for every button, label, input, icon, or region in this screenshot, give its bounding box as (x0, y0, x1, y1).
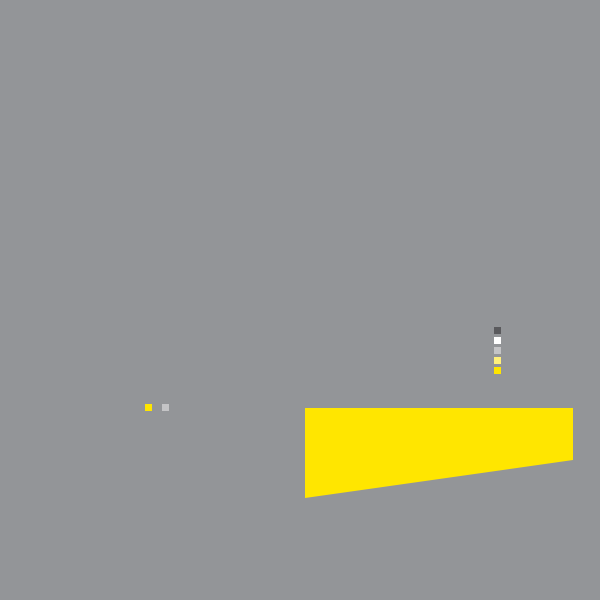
legend-item (494, 365, 505, 375)
legend-swatch (494, 357, 501, 364)
legend-item (494, 335, 505, 345)
legend-item (494, 325, 505, 335)
legend-item (494, 355, 505, 365)
legend-swatch (494, 367, 501, 374)
legend-trad-swatch (162, 404, 169, 411)
legend-bp-swatch (145, 404, 152, 411)
sectors-legend (145, 404, 173, 411)
legend-swatch (494, 337, 501, 344)
legend-swatch (494, 327, 501, 334)
callout-box (305, 408, 575, 500)
legend-item (494, 345, 505, 355)
time-legend (494, 325, 505, 375)
legend-swatch (494, 347, 501, 354)
footer (345, 570, 355, 577)
